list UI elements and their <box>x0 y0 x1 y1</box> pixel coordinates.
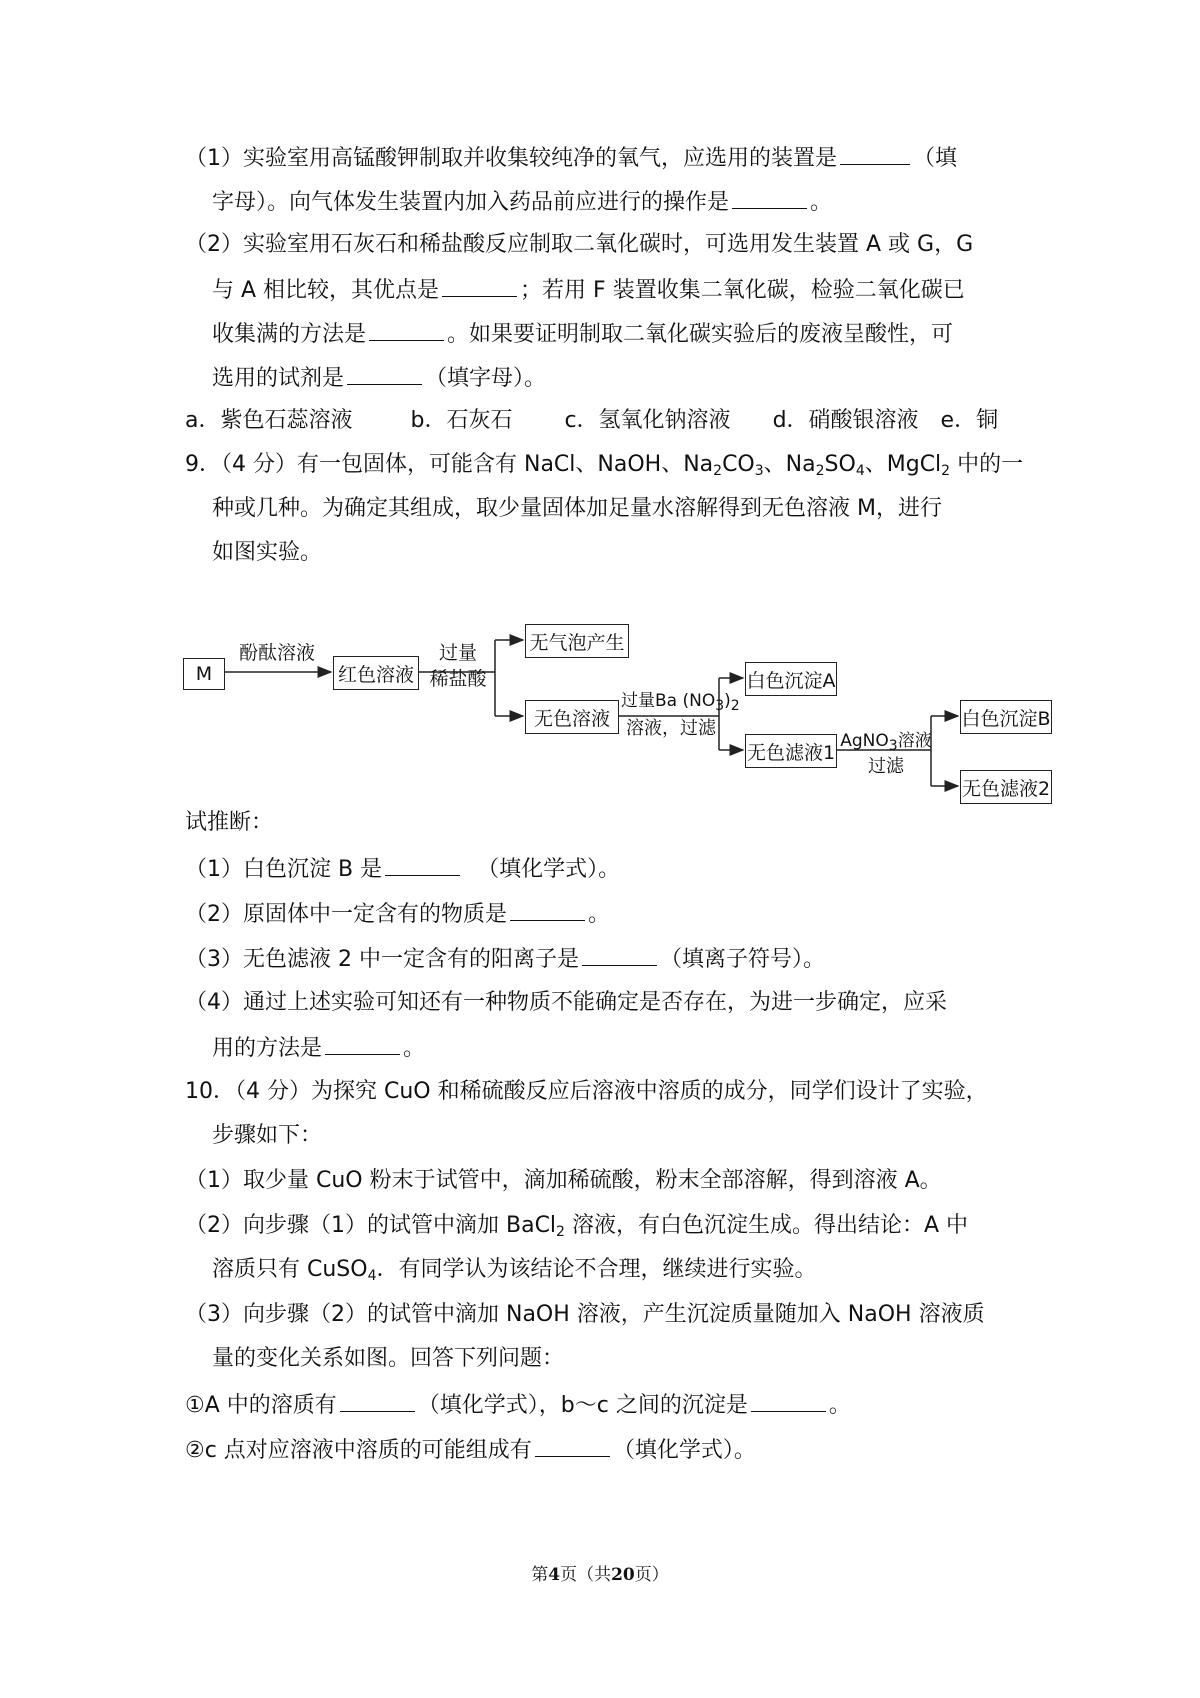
answer-blank[interactable] <box>510 898 585 921</box>
answer-blank[interactable] <box>840 142 910 165</box>
answer-blank[interactable] <box>582 943 657 966</box>
q9-line1: 9．（4 分）有一包固体，可能含有 NaCl、NaOH、$Na_2CO_3$、$Na_2SO_4$、MgCl$_2$ 中的一 <box>185 452 1024 479</box>
page-number: 4 <box>548 1565 561 1585</box>
answer-blank[interactable] <box>340 1389 415 1412</box>
box-colorless-filtrate-2: 无色滤液2 <box>960 770 1052 804</box>
option-e: e．铜 <box>940 408 999 433</box>
option-d: d．硝酸银溶液 <box>772 408 919 433</box>
q9-line3: 如图实验。 <box>212 540 323 565</box>
answer-blank[interactable] <box>385 853 460 876</box>
option-c: c．氢氧化钠溶液 <box>564 408 731 433</box>
q9-s4-line2: 用的方法是 。 <box>212 1032 425 1064</box>
q10-line1: 10．（4 分）为探究 CuO 和稀硫酸反应后溶液中溶质的成分，同学们设计了实验， <box>185 1079 988 1104</box>
label-excess: 过量 <box>438 642 477 664</box>
box-colorless-filtrate-1: 无色滤液1 <box>745 734 837 768</box>
box-no-bubbles: 无气泡产生 <box>525 624 629 658</box>
box-white-precipitate-a: 白色沉淀A <box>745 662 837 696</box>
q10-s3-line1: （3）向步骤（2）的试管中滴加 NaOH 溶液，产生沉淀质量随加入 NaOH 溶液质 <box>185 1302 985 1327</box>
q8-p2-line1: （2）实验室用石灰石和稀盐酸反应制取二氧化碳时，可选用发生装置 A 或 G，G <box>185 232 974 257</box>
box-colorless-solution: 无色溶液 <box>525 700 619 734</box>
q8-p2-line3: 收集满的方法是 。如果要证明制取二氧化碳实验后的废液呈酸性，可 <box>212 318 953 350</box>
q8-p1-line2: 字母）。向气体发生装置内加入药品前应进行的操作是 。 <box>212 186 832 218</box>
label-ba-nitrate: 过量Ba $(NO_3)_2$ <box>621 691 740 714</box>
q10-a1: ①A 中的溶质有 （填化学式），b～c 之间的沉淀是 。 <box>185 1389 851 1421</box>
answer-blank[interactable] <box>535 1434 610 1457</box>
q8-p1-line1: （1）实验室用高锰酸钾制取并收集较纯净的氧气，应选用的装置是 （填 <box>185 142 957 174</box>
answer-blank[interactable] <box>751 1389 826 1412</box>
box-m: M <box>183 658 225 690</box>
page-total: 20 <box>611 1565 635 1585</box>
box-red-solution: 红色溶液 <box>333 656 419 690</box>
option-b: b．石灰石 <box>410 408 513 433</box>
q9-line2: 种或几种。为确定其组成，取少量固体加足量水溶解得到无色溶液 M，进行 <box>212 496 942 521</box>
q8-p2-line4: 选用的试剂是 （填字母）。 <box>212 362 546 394</box>
q10-line2: 步骤如下： <box>212 1123 323 1148</box>
box-white-precipitate-b: 白色沉淀B <box>960 700 1052 734</box>
q8-p2-line2: 与 A 相比较，其优点是 ；若用 F 装置收集二氧化碳，检验二氧化碳已 <box>212 274 965 306</box>
q9-s3: （3）无色滤液 2 中一定含有的阳离子是 （填离子符号）。 <box>185 943 825 975</box>
label-dilute-hcl: 稀盐酸 <box>429 668 487 690</box>
label-silver-nitrate: AgNO$_3$溶液 <box>840 731 932 754</box>
answer-blank[interactable] <box>732 186 807 209</box>
label-reagent-phenolphthalein: 酚酞溶液 <box>238 642 315 664</box>
q8-options <box>185 406 998 436</box>
label-solution-filter: 溶液，过滤 <box>626 718 716 739</box>
q9-s2: （2）原固体中一定含有的物质是 。 <box>185 898 610 930</box>
option-a: a．紫色石蕊溶液 <box>185 408 353 433</box>
q10-s3-line2: 量的变化关系如图。回答下列问题： <box>212 1346 565 1371</box>
q9-s4-line1: （4）通过上述实验可知还有一种物质不能确定是否存在，为进一步确定，应采 <box>185 990 947 1015</box>
q10-s1: （1）取少量 CuO 粉末于试管中，滴加稀硫酸，粉末全部溶解，得到溶液 A。 <box>185 1168 942 1193</box>
q9-infer: 试推断： <box>185 810 274 835</box>
answer-blank[interactable] <box>369 318 444 341</box>
answer-blank[interactable] <box>347 362 422 385</box>
q9-s1: （1）白色沉淀 B 是 （填化学式）。 <box>185 853 620 885</box>
answer-blank[interactable] <box>442 274 517 297</box>
label-filter: 过滤 <box>868 756 904 777</box>
answer-blank[interactable] <box>325 1032 400 1055</box>
page-footer: 第4页（共20页） <box>531 1565 669 1585</box>
q10-a2: ②c 点对应溶液中溶质的可能组成有 （填化学式）。 <box>185 1434 756 1466</box>
q10-s2-line1: （2）向步骤（1）的试管中滴加 BaCl$_2$ 溶液，有白色沉淀生成。得出结论：A 中 <box>185 1213 969 1240</box>
q10-s2-line2: 溶质只有 CuSO$_4$．有同学认为该结论不合理，继续进行实验。 <box>212 1257 817 1284</box>
